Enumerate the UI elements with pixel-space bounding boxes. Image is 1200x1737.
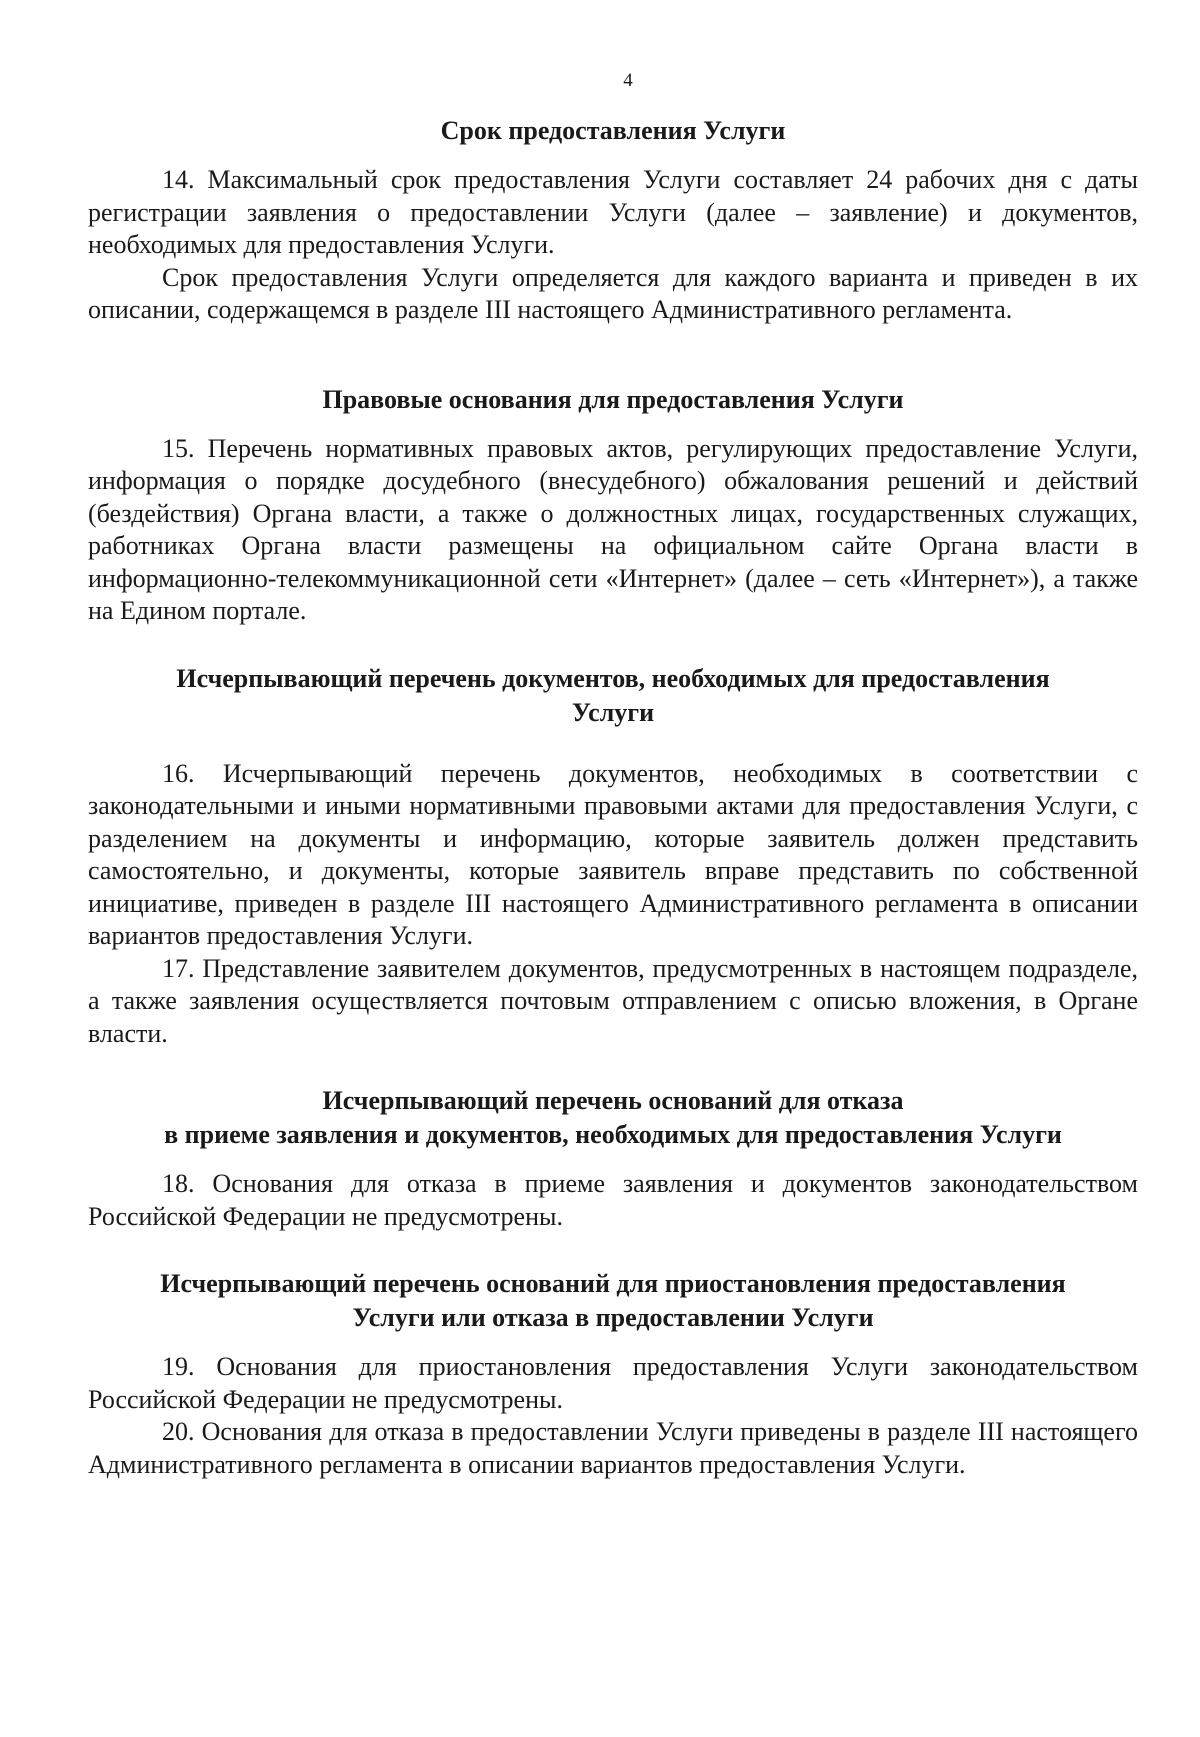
- paragraph-17: 17. Представление заявителем документов, предусмотренных в настоящем подразделе, а также заявления осуществляется почтовым отправлением с описью вложения, в Органе власти.: [88, 953, 1138, 1048]
- heading-line: в приеме заявления и документов, необходимых для предоставления Услуги: [164, 1120, 1062, 1149]
- section-heading: [88, 662, 1138, 730]
- heading-line: Услуги или отказа в предоставлении Услуги: [352, 1303, 874, 1332]
- section-heading: [88, 1267, 1138, 1335]
- section-heading: Правовые основания для предоставления Услуги: [322, 384, 904, 414]
- paragraph-16: 16. Исчерпывающий перечень документов, необходимых в соответствии с законодательными и иными нормативными правовыми актами для предоставления Услуги, с разделением на документы и информацию, которые заявитель должен представить самостоятельно, и документы, которые заявитель вправе представить по собственной инициативе, приведен в разделе III настоящего Административного регламента в описании вариантов предоставления Услуги.: [88, 758, 1138, 950]
- heading-line: Исчерпывающий перечень оснований для отказа: [322, 1086, 904, 1115]
- section-refusal-grounds-acceptance: [88, 1084, 1138, 1233]
- section-documents-list: [88, 662, 1138, 1051]
- section-heading: [88, 1084, 1138, 1152]
- paragraph-14-cont: Срок предоставления Услуги определяется для каждого варианта и приведен в их описании, содержащемся в разделе III настоящего Административного регламента.: [88, 262, 1138, 324]
- paragraph-14: 14. Максимальный срок предоставления Услуги составляет 24 рабочих дня с даты регистрации заявления о предоставлении Услуги (далее – заявление) и документов, необходимых для предоставления Услуги.: [88, 165, 1138, 259]
- heading-line: Услуги: [571, 697, 655, 727]
- paragraph-19: 19. Основания для приостановления предоставления Услуги законодательством Российской Федерации не предусмотрены.: [88, 1352, 1138, 1414]
- section-legal-basis: [88, 383, 1138, 628]
- section-service-term: [88, 114, 1138, 327]
- page-number: 4: [623, 70, 633, 91]
- document-page: [88, 70, 1138, 1481]
- heading-line: Исчерпывающий перечень документов, необходимых для предоставления: [176, 663, 1050, 693]
- paragraph-15: 15. Перечень нормативных правовых актов, регулирующих предоставление Услуги, информация о порядке досудебного (внесудебного) обжалования решений и действий (бездействия) Органа власти, а также о должностных лицах, государственных служащих, работниках Органа власти размещены на официальном сайте Органа власти в информационно-телекоммуникационной сети «Интернет» (далее – сеть «Интернет»), а также на Едином портале.: [88, 433, 1138, 625]
- paragraph-20: 20. Основания для отказа в предоставлении Услуги приведены в разделе III настоящего Административного регламента в описании вариантов предоставления Услуги.: [88, 1417, 1138, 1479]
- paragraph-18: 18. Основания для отказа в приеме заявления и документов законодательством Российской Федерации не предусмотрены.: [88, 1169, 1138, 1231]
- heading-line: Исчерпывающий перечень оснований для приостановления предоставления: [160, 1269, 1066, 1298]
- section-heading: Срок предоставления Услуги: [440, 116, 786, 145]
- section-suspension-grounds: [88, 1267, 1138, 1481]
